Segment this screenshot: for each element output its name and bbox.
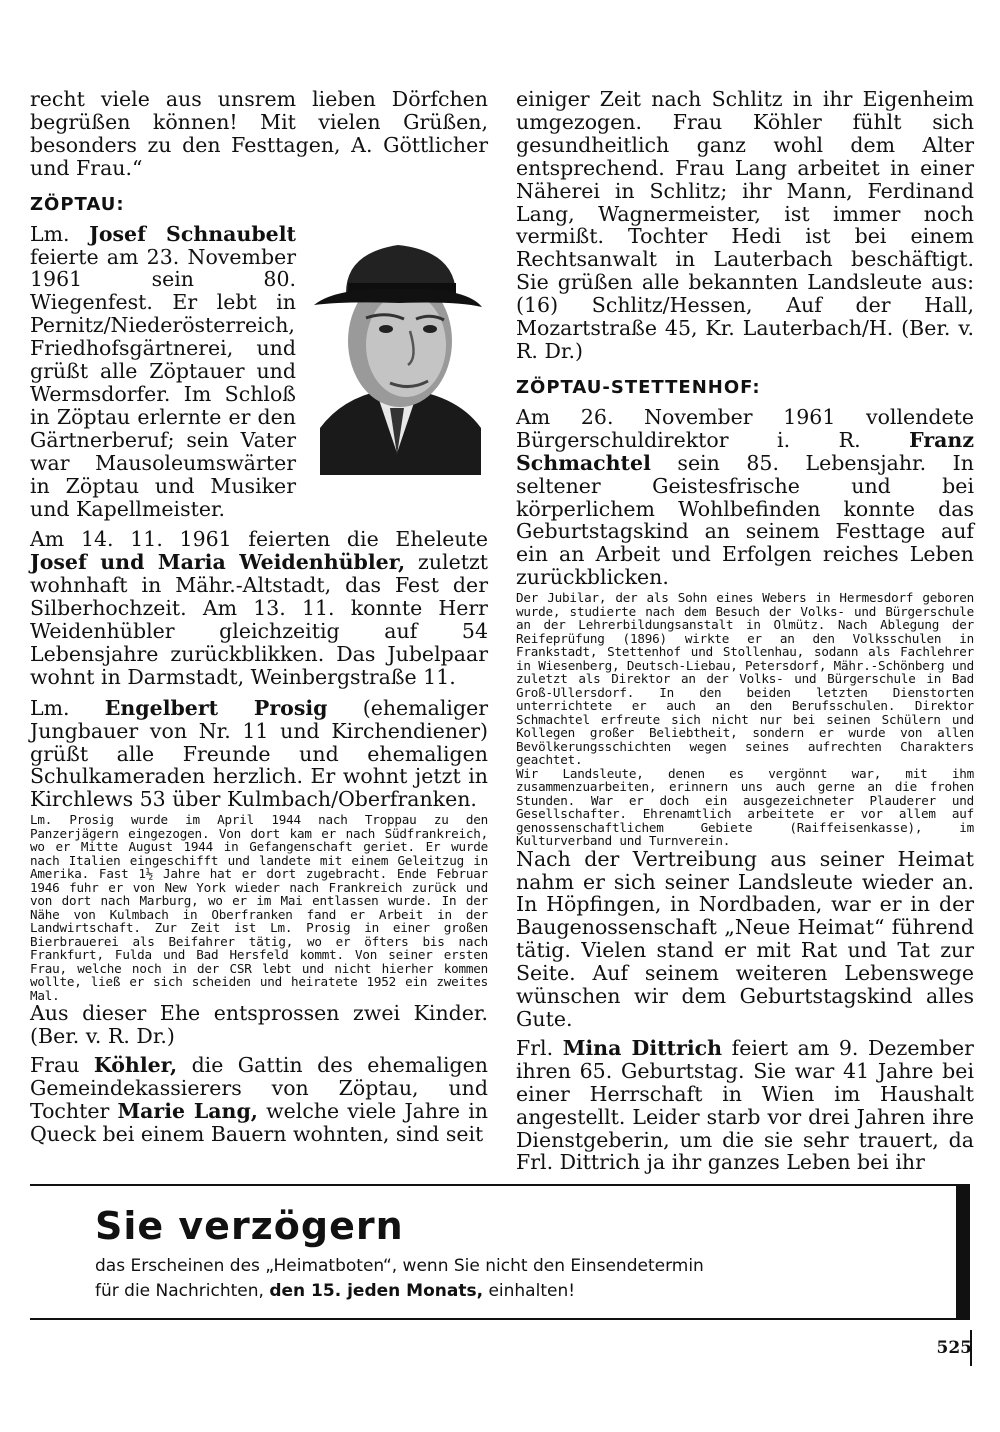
notice-line-2-end: einhalten! bbox=[488, 1281, 576, 1301]
section-heading-zoeptau-stettenhof: ZÖPTAU-STETTENHOF: bbox=[516, 376, 761, 398]
prosig-text: (ehemaliger Jungbauer von Nr. 11 und Kirchendiener) grüßt alle Freunde und ehemaligen Schulkameraden herzlich. Er wohnt jetzt in Kirchlews 53 über Kulmbach/Oberfranken. bbox=[30, 695, 488, 812]
schmachtel-paragraph bbox=[516, 406, 974, 589]
dittrich-prefix: Frl. bbox=[516, 1035, 554, 1060]
schmachtel-after-paragraph: Nach der Vertreibung aus seiner Heimat nahm er sich seiner Landsleute wieder an. In Höpfingen, in Nordbaden, war er in der Baugenossenschaft „Neue Heimat“ führend tätig. Vielen stand er mit Rat und Tat zur Seite. Auf seinem weiteren Lebenswege wünschen wir dem Geburtstagskind alles Gute. bbox=[516, 846, 974, 1031]
schmachtel-detail-paragraph-2: Wir Landsleute, denen es vergönnt war, mit ihm zusammenzuarbeiten, erinnern uns auch gerne an die frohen Stunden. War er doch ein ausgezeichneter Plauderer und Gesellschafter. Ehrenamtlich arbeitete er vor allem auf genossenschaftlichem Gebiete (Raiffeisenkasse), im Kulturverband und Turnverein. bbox=[516, 765, 974, 849]
person-name-dittrich: Mina Dittrich bbox=[562, 1035, 723, 1060]
portrait-photo bbox=[306, 223, 488, 475]
notice-side-bar bbox=[956, 1186, 970, 1318]
schmachtel-detail-paragraph-1: Der Jubilar, der als Sohn eines Webers in Hermesdorf geboren wurde, studierte nach dem Besuch der Volks- und Bürgerschule an der Lehrerbildungsanstalt in Olmütz. Nach Ablegung der Reifeprüfung (1896) wirkte er an den Volksschulen in Frankstadt, Stettenhof und Stollenhau, sodann als Fachlehrer in Wiesenberg, Deutsch-Liebau, Petersdorf, Mähr.-Schönberg und zuletzt als Direktor an der Volks- und Bürgerschule in Bad Groß-Ullersdorf. In den beiden letzten Dienstorten unterrichtete er auch an den Berufsschulen. Direktor Schmachtel erfreute sich nicht nur bei seinen Schülern und Kollegen großer Beliebtheit, sondern er wurde von allen Bevölkerungsschichten wegen seines aufrechten Charakters geachtet. bbox=[516, 590, 974, 768]
person-name-koehler: Köhler, bbox=[93, 1053, 178, 1078]
koehler-continuation-paragraph: einiger Zeit nach Schlitz in ihr Eigenheim umgezogen. Frau Köhler fühlt sich gesundheitlich ganz wohl dem Alter entsprechend. Frau Lang arbeitet in einer Näherei in Schlitz; ihr Mann, Ferdinand Lang, Wagnermeister, ist immer noch vermißt. Tochter Hedi ist bei einem Rechtsanwalt in Lauterbach beschäftigt. Sie grüßen alle bekannten Landsleute aus: (16) Schlitz/Hessen, Auf der Hall, Mozartstraße 45, Kr. Lauterbach/H. (Ber. v. R. Dr.) bbox=[516, 87, 974, 363]
left-column bbox=[30, 88, 488, 1146]
weidenhuebler-text: zuletzt wohnhaft in Mähr.-Altstadt, das Fest der Silberhochzeit. Am 13. 11. konnte Herr Weidenhübler gleichzeitig auf 54 Lebensjahre zurückblikken. Das Jubelpaar wohnt in Darmstadt, Weinbergstraße 11. bbox=[30, 550, 488, 689]
notice-line-2-start: für die Nachrichten, bbox=[95, 1281, 264, 1301]
prosig-detail-paragraph: Lm. Prosig wurde im April 1944 nach Troppau zu den Panzerjägern eingezogen. Von dort kam er nach Südfrankreich, wo er Mitte August 1944 in Gefangenschaft geriet. Er wurde nach Italien eingeschifft und landete mit einem Geleitzug in Amerika. Fast 1½ Jahre hat er dort zugebracht. Ende Februar 1946 fuhr er von New York wieder nach Frankreich zurück und von dort nach Marburg, wo er im Mai entlassen wurde. In der Nähe von Kulmbach in Oberfranken fand er Arbeit in der Landwirtschaft. Zur Zeit ist Lm. Prosig in einer großen Bierbrauerei als Beifahrer tätig, wo er öfters bis nach Frankfurt, Fulda und Bad Hersfeld kommt. Von seiner ersten Frau, welche noch in der CSR lebt und nicht hierher kommen wollte, ließ er sich scheiden und heiratete 1952 ein zweites Mal. bbox=[30, 812, 488, 1003]
schnaubelt-text: feierte am 23. November 1961 sein 80. Wiegenfest. Er lebt in Pernitz/Niederösterreich, Friedhofsgärtnerei, und grüßt alle Zöptauer und Wermsdorfer. Im Schloß in Zöptau erlernte er den Gärtnerberuf; sein Vater war Mausoleumswärter in Zöptau und Musiker und Kapellmeister. bbox=[30, 244, 296, 521]
prosig-prefix: Lm. bbox=[30, 695, 70, 720]
person-name-marie-lang: Marie Lang, bbox=[117, 1098, 258, 1123]
portrait-man-with-hat bbox=[306, 223, 488, 475]
schmachtel-text: sein 85. Lebensjahr. In seltener Geistesfrische und bei körperlichem Wohlbefinden konnte das Geburtstagskind an seinem Festtage auf ein an Arbeit und Erfolgen reiches Leben zurückblicken. bbox=[516, 450, 974, 590]
person-name-schnaubelt: Josef Schnaubelt bbox=[89, 221, 296, 246]
notice-deadline: den 15. jeden Monats, bbox=[269, 1281, 484, 1301]
intro-paragraph: recht viele aus unsrem lieben Dörfchen begrüßen können! Mit vielen Grüßen, besonders zu den Festtagen, A. Göttlicher und Frau.“ bbox=[30, 87, 488, 180]
person-name-schmachtel: Franz Schmachtel bbox=[516, 427, 974, 475]
right-column bbox=[516, 88, 974, 1174]
schmachtel-prefix: Am 26. November 1961 vollendete Bürgerschuldirektor i. R. bbox=[516, 404, 974, 452]
dittrich-paragraph bbox=[516, 1037, 974, 1174]
notice-heading: Sie verzögern bbox=[95, 1204, 404, 1248]
prosig-after-paragraph: Aus dieser Ehe entsprossen zwei Kinder. (Ber. v. R. Dr.) bbox=[30, 1001, 488, 1049]
notice-line-2 bbox=[95, 1281, 575, 1301]
section-heading-zoeptau: ZÖPTAU: bbox=[30, 193, 125, 215]
notice-box bbox=[30, 1184, 970, 1320]
notice-line-1: das Erscheinen des „Heimatboten“, wenn Sie nicht den Einsendetermin bbox=[95, 1256, 704, 1276]
person-name-prosig: Engelbert Prosig bbox=[104, 695, 328, 720]
weidenhuebler-paragraph bbox=[30, 528, 488, 688]
dittrich-text: feiert am 9. Dezember ihren 65. Geburtstag. Sie war 41 Jahre bei einer Herrschaft in Wien im Haushalt angestellt. Leider starb vor drei Jahren ihre Dienstgeberin, um die sie sehr trauert, da Frl. Dittrich ja ihr ganzes Leben bei ihr bbox=[516, 1035, 974, 1175]
koehler-paragraph bbox=[30, 1054, 488, 1146]
koehler-prefix: Frau bbox=[30, 1053, 80, 1078]
schnaubelt-prefix: Lm. bbox=[30, 221, 70, 246]
koehler-text: welche viele Jahre in Queck bei einem Bauern wohnten, sind seit bbox=[30, 1098, 488, 1146]
weidenhuebler-prefix: Am 14. 11. 1961 feierten die Eheleute bbox=[30, 527, 488, 552]
person-name-weidenhuebler: Josef und Maria Weidenhübler, bbox=[30, 550, 406, 575]
koehler-mid: die Gattin des ehemaligen Gemeindekassierers von Zöptau, und Tochter bbox=[30, 1053, 488, 1123]
prosig-paragraph bbox=[30, 697, 488, 812]
page-number: 525 bbox=[936, 1338, 972, 1358]
